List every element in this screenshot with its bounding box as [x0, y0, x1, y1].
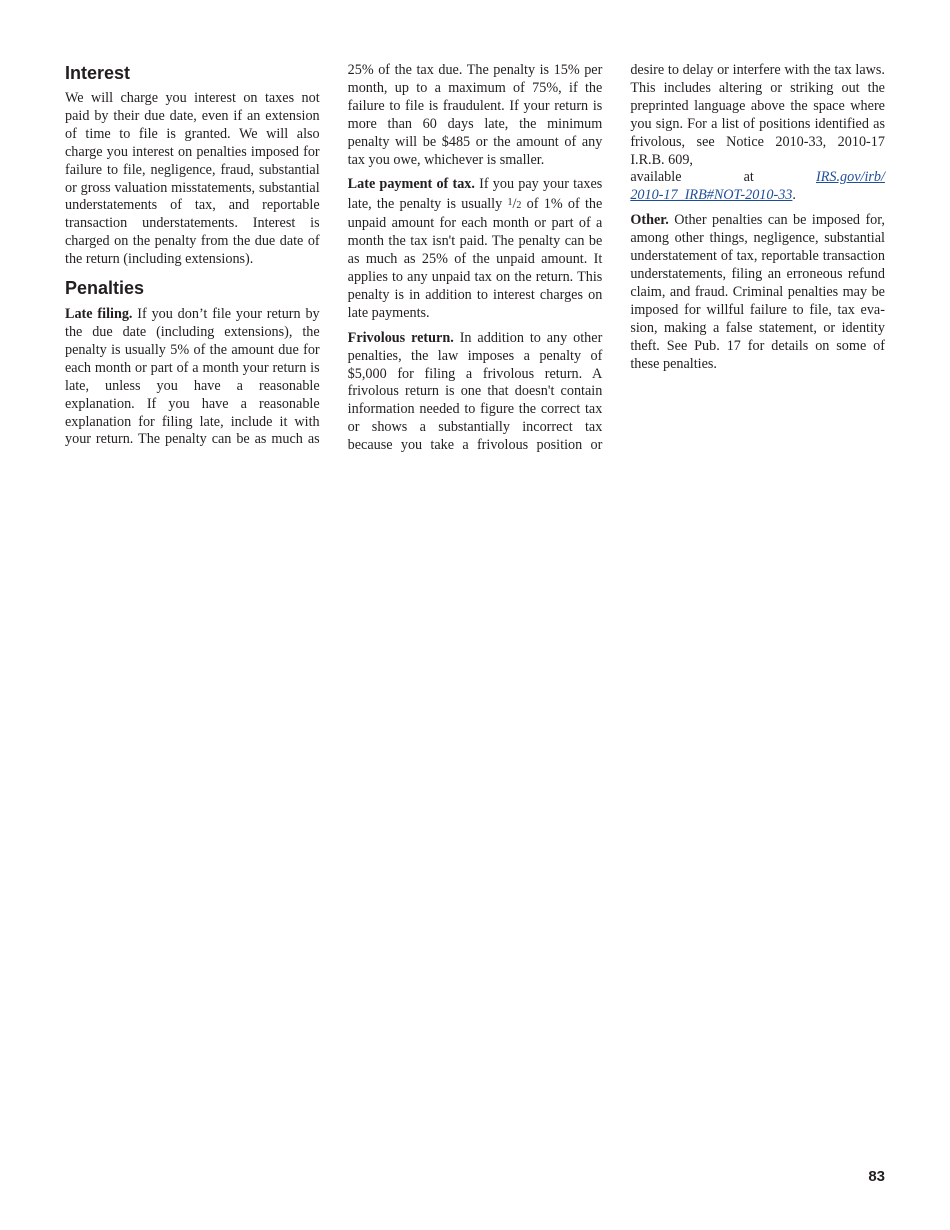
late-payment-body-before: If you pay your taxes late, the penalty is usually [347, 176, 603, 213]
available-word: available [630, 169, 682, 186]
irb-link-line2[interactable]: 2010-17_IRB#NOT-2010-33 [630, 187, 793, 204]
available-line [630, 169, 885, 187]
fraction-numerator: 1 [507, 197, 513, 209]
interest-paragraph: We will charge you interest on taxes not paid by their due date, even if an extension of time to file is granted. We will also charge you interest on penalties imposed for failure to file, negligence, fraud, substantial or gross valuation misstatements, substantial understatements of tax, and reportable transaction understatements. Interest is charged on the penalty from the due date of the return (including extensions). [65, 90, 320, 268]
interest-heading: Interest [65, 63, 131, 83]
late-payment-title: Late payment of tax. [347, 176, 475, 193]
at-word: at [743, 169, 754, 186]
frivolous-body: In addition to any other penalties, the law imposes a penalty of $5,000 for filing a frivolous return. A frivolous return is one that doesn't contain information needed to figure the correct tax or shows a substantially incorrect tax because you take a frivolous position or desire to delay or interfere with the tax laws. This includes altering or striking out the preprinted language above the space where you sign. For a list of positions identified as frivolous, see Notice 2010-33, 2010-17 I.R.B. 609, [347, 62, 885, 454]
late-filing-title: Late filing. [65, 306, 133, 323]
other-paragraph [630, 212, 885, 373]
page-number: 83 [868, 1168, 885, 1185]
other-body: Other penalties can be imposed for, among other things, negligence, substantial understatement of tax, reportable transaction understatements, filing an erroneous refund claim, and fraud. Criminal penalties may be imposed for willful failure to file, tax evasion, making a false statement, or identity theft. See Pub. 17 for details on some of these penalties. [630, 212, 885, 372]
irb-link-line1[interactable]: IRS.gov/irb/ [815, 169, 885, 186]
text-flow [65, 62, 885, 462]
other-title: Other. [630, 212, 669, 229]
late-filing-body: If you don’t file your return by the due date (including extensions), the penalty is usually 5% of the amount due for each month or part of a month your return is late, unless you have a reasonable explanation. If you have a reasonable explanation for filing late, include it with your return. The penalty can be as much as 25% of the tax due. The penalty is 15% per month, up to a maximum of 75%, if the failure to file is fraudulent. If your return is more than 60 days late, the minimum penalty will be $485 or the amount of any tax you owe, whichever is smaller. [65, 62, 603, 448]
late-payment-paragraph [348, 176, 603, 322]
late-payment-body-after: of 1% of the unpaid amount for each month or part of a month the tax isn't paid. The penalty can be as much as 25% of the unpaid amount. It applies to any unpaid tax on the return. This penalty is in addition to interest charges on late payments. [347, 196, 603, 321]
fraction-slash: / [512, 196, 517, 213]
frivolous-title: Frivolous return. [347, 329, 454, 346]
irb-link-line2-wrap [630, 187, 796, 203]
penalties-heading: Penalties [65, 278, 145, 299]
frivolous-end: . [792, 187, 796, 204]
fraction-denominator: 2 [516, 200, 522, 212]
one-half-fraction [507, 196, 521, 212]
